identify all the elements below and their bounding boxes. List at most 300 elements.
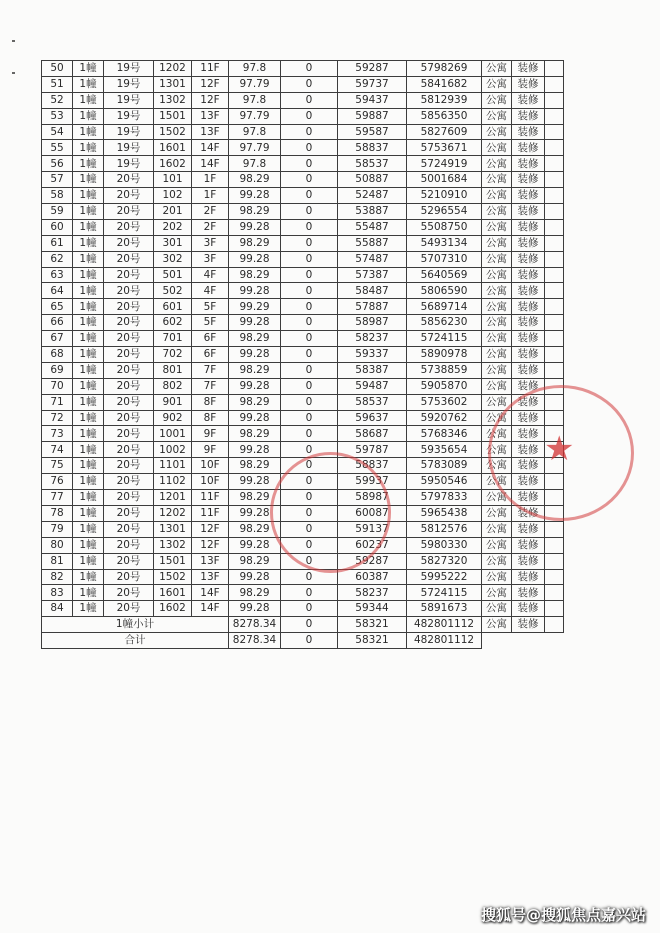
table-row (42, 331, 564, 347)
building-cell: 1幢 (73, 521, 104, 537)
zero-value-cell: 0 (281, 442, 338, 458)
table-row (42, 362, 564, 378)
table-row (42, 124, 564, 140)
floor-cell: 13F (192, 124, 229, 140)
table-row (42, 283, 564, 299)
table-row (42, 553, 564, 569)
table-row (42, 76, 564, 92)
blank-cell (545, 553, 564, 569)
unit-cell: 19号 (104, 108, 154, 124)
floor-cell: 11F (192, 61, 229, 77)
building-cell: 1幢 (73, 76, 104, 92)
decoration-cell: 装修 (512, 267, 545, 283)
total-price-cell: 5724115 (407, 585, 482, 601)
room-cell: 502 (154, 283, 192, 299)
zero-value-cell: 0 (281, 108, 338, 124)
area-cell: 97.8 (229, 156, 281, 172)
floor-cell: 2F (192, 204, 229, 220)
totals-body (42, 617, 564, 649)
row-number-cell: 84 (42, 601, 73, 617)
unit-price-cell: 58387 (338, 362, 407, 378)
unit-cell: 19号 (104, 156, 154, 172)
decoration-cell: 装修 (512, 585, 545, 601)
building-cell: 1幢 (73, 601, 104, 617)
total-price-cell: 5724115 (407, 331, 482, 347)
usage-type-cell: 公寓 (482, 362, 512, 378)
usage-type-cell: 公寓 (482, 204, 512, 220)
zero-value-cell: 0 (281, 124, 338, 140)
row-number-cell: 58 (42, 188, 73, 204)
unit-price-cell: 57387 (338, 267, 407, 283)
building-cell: 1幢 (73, 347, 104, 363)
floor-cell: 1F (192, 172, 229, 188)
table-row (42, 172, 564, 188)
decoration-cell: 装修 (512, 315, 545, 331)
zero-value-cell: 0 (281, 235, 338, 251)
area-cell: 99.28 (229, 315, 281, 331)
floor-cell: 9F (192, 426, 229, 442)
total-price-cell: 5920762 (407, 410, 482, 426)
row-number-cell: 71 (42, 394, 73, 410)
blank-cell (545, 585, 564, 601)
unit-price-cell: 58487 (338, 283, 407, 299)
zero-value-cell: 0 (281, 474, 338, 490)
unit-cell: 20号 (104, 172, 154, 188)
table-row (42, 347, 564, 363)
unit-cell: 20号 (104, 219, 154, 235)
unit-price-cell: 59487 (338, 378, 407, 394)
decoration-cell: 装修 (512, 251, 545, 267)
area-cell: 97.79 (229, 108, 281, 124)
decoration-cell: 装修 (512, 410, 545, 426)
total-price-cell: 5856350 (407, 108, 482, 124)
blank-cell (545, 537, 564, 553)
unit-cell: 20号 (104, 299, 154, 315)
usage-type-cell: 公寓 (482, 283, 512, 299)
table-row (42, 601, 564, 617)
building-cell: 1幢 (73, 442, 104, 458)
room-cell: 801 (154, 362, 192, 378)
decoration-cell: 装修 (512, 505, 545, 521)
room-cell: 1501 (154, 108, 192, 124)
usage-type-cell: 公寓 (482, 490, 512, 506)
decoration-cell: 装修 (512, 378, 545, 394)
total-price-cell: 5980330 (407, 537, 482, 553)
decoration-cell: 装修 (512, 219, 545, 235)
row-number-cell: 61 (42, 235, 73, 251)
floor-cell: 2F (192, 219, 229, 235)
area-cell: 99.28 (229, 347, 281, 363)
area-cell: 98.29 (229, 172, 281, 188)
unit-cell: 20号 (104, 553, 154, 569)
zero-value-cell: 0 (281, 505, 338, 521)
blank-cell (545, 362, 564, 378)
unit-price-cell: 59787 (338, 442, 407, 458)
area-cell: 98.29 (229, 362, 281, 378)
floor-cell: 1F (192, 188, 229, 204)
room-cell: 1101 (154, 458, 192, 474)
decoration-cell: 装修 (512, 474, 545, 490)
floor-cell: 5F (192, 315, 229, 331)
decoration-cell: 装修 (512, 569, 545, 585)
building-cell: 1幢 (73, 362, 104, 378)
row-number-cell: 53 (42, 108, 73, 124)
total-price-cell: 5783089 (407, 458, 482, 474)
building-cell: 1幢 (73, 140, 104, 156)
total-price-cell: 5797833 (407, 490, 482, 506)
subtotal-decor: 装修 (512, 617, 545, 633)
blank-cell (545, 188, 564, 204)
blank-cell (545, 331, 564, 347)
unit-price-cell: 59137 (338, 521, 407, 537)
decoration-cell: 装修 (512, 204, 545, 220)
floor-cell: 14F (192, 140, 229, 156)
room-cell: 1602 (154, 156, 192, 172)
usage-type-cell: 公寓 (482, 394, 512, 410)
floor-cell: 6F (192, 347, 229, 363)
floor-cell: 4F (192, 267, 229, 283)
unit-cell: 20号 (104, 474, 154, 490)
floor-cell: 7F (192, 378, 229, 394)
total-price-cell: 5812939 (407, 92, 482, 108)
unit-cell: 19号 (104, 61, 154, 77)
building-cell: 1幢 (73, 172, 104, 188)
room-cell: 201 (154, 204, 192, 220)
floor-cell: 12F (192, 76, 229, 92)
decoration-cell: 装修 (512, 553, 545, 569)
unit-cell: 20号 (104, 394, 154, 410)
table-row (42, 140, 564, 156)
usage-type-cell: 公寓 (482, 251, 512, 267)
total-price-cell: 5296554 (407, 204, 482, 220)
area-cell: 98.29 (229, 394, 281, 410)
row-number-cell: 75 (42, 458, 73, 474)
unit-cell: 20号 (104, 267, 154, 283)
grand-total-area: 8278.34 (229, 633, 281, 649)
usage-type-cell: 公寓 (482, 426, 512, 442)
area-cell: 98.29 (229, 521, 281, 537)
building-cell: 1幢 (73, 553, 104, 569)
table-row (42, 585, 564, 601)
blank-cell (545, 347, 564, 363)
usage-type-cell: 公寓 (482, 553, 512, 569)
unit-price-cell: 50887 (338, 172, 407, 188)
scan-speck (12, 72, 15, 74)
total-price-cell: 5950546 (407, 474, 482, 490)
area-cell: 99.28 (229, 601, 281, 617)
zero-value-cell: 0 (281, 140, 338, 156)
table-row (42, 315, 564, 331)
total-price-cell: 5640569 (407, 267, 482, 283)
room-cell: 901 (154, 394, 192, 410)
area-cell: 99.28 (229, 569, 281, 585)
area-cell: 99.28 (229, 378, 281, 394)
building-cell: 1幢 (73, 204, 104, 220)
area-cell: 99.28 (229, 283, 281, 299)
grand-total-total: 482801112 (407, 633, 482, 649)
watermark-text: 搜狐号@搜狐焦点嘉兴站 (480, 906, 646, 924)
unit-cell: 20号 (104, 315, 154, 331)
area-cell: 98.29 (229, 331, 281, 347)
zero-value-cell: 0 (281, 394, 338, 410)
table-row (42, 490, 564, 506)
area-cell: 99.28 (229, 188, 281, 204)
building-cell: 1幢 (73, 124, 104, 140)
price-list-body (42, 61, 564, 617)
unit-price-cell: 55487 (338, 219, 407, 235)
unit-price-cell: 59937 (338, 474, 407, 490)
total-price-cell: 5210910 (407, 188, 482, 204)
unit-price-cell: 58837 (338, 140, 407, 156)
total-price-cell: 5995222 (407, 569, 482, 585)
blank-cell (545, 283, 564, 299)
total-price-cell: 5827320 (407, 553, 482, 569)
blank-cell (545, 521, 564, 537)
row-number-cell: 73 (42, 426, 73, 442)
room-cell: 1202 (154, 505, 192, 521)
floor-cell: 14F (192, 601, 229, 617)
unit-price-cell: 59737 (338, 76, 407, 92)
decoration-cell: 装修 (512, 92, 545, 108)
total-price-cell: 5965438 (407, 505, 482, 521)
total-price-cell: 5001684 (407, 172, 482, 188)
blank-cell (545, 251, 564, 267)
area-cell: 98.29 (229, 267, 281, 283)
blank-cell (545, 61, 564, 77)
total-price-cell: 5841682 (407, 76, 482, 92)
table-row (42, 299, 564, 315)
table-row (42, 156, 564, 172)
decoration-cell: 装修 (512, 331, 545, 347)
room-cell: 1501 (154, 553, 192, 569)
floor-cell: 5F (192, 299, 229, 315)
room-cell: 802 (154, 378, 192, 394)
room-cell: 1502 (154, 124, 192, 140)
zero-value-cell: 0 (281, 362, 338, 378)
row-number-cell: 57 (42, 172, 73, 188)
unit-cell: 20号 (104, 537, 154, 553)
area-cell: 98.29 (229, 235, 281, 251)
row-number-cell: 67 (42, 331, 73, 347)
building-cell: 1幢 (73, 267, 104, 283)
zero-value-cell: 0 (281, 426, 338, 442)
blank-cell (545, 172, 564, 188)
zero-value-cell: 0 (281, 204, 338, 220)
total-price-cell: 5856230 (407, 315, 482, 331)
decoration-cell: 装修 (512, 426, 545, 442)
unit-price-cell: 60237 (338, 537, 407, 553)
area-cell: 98.29 (229, 553, 281, 569)
zero-value-cell: 0 (281, 92, 338, 108)
zero-value-cell: 0 (281, 299, 338, 315)
floor-cell: 8F (192, 394, 229, 410)
decoration-cell: 装修 (512, 299, 545, 315)
row-number-cell: 56 (42, 156, 73, 172)
room-cell: 1001 (154, 426, 192, 442)
zero-value-cell: 0 (281, 553, 338, 569)
blank-cell (545, 108, 564, 124)
unit-cell: 20号 (104, 601, 154, 617)
total-price-cell: 5905870 (407, 378, 482, 394)
area-cell: 97.79 (229, 140, 281, 156)
row-number-cell: 51 (42, 76, 73, 92)
area-cell: 99.28 (229, 474, 281, 490)
area-cell: 98.29 (229, 490, 281, 506)
unit-price-cell: 59287 (338, 61, 407, 77)
building-cell: 1幢 (73, 426, 104, 442)
floor-cell: 9F (192, 442, 229, 458)
area-cell: 99.28 (229, 537, 281, 553)
zero-value-cell: 0 (281, 585, 338, 601)
grand-total-row (42, 633, 564, 649)
decoration-cell: 装修 (512, 235, 545, 251)
building-cell: 1幢 (73, 490, 104, 506)
row-number-cell: 69 (42, 362, 73, 378)
floor-cell: 10F (192, 474, 229, 490)
unit-price-cell: 59344 (338, 601, 407, 617)
usage-type-cell: 公寓 (482, 601, 512, 617)
usage-type-cell: 公寓 (482, 474, 512, 490)
usage-type-cell: 公寓 (482, 188, 512, 204)
floor-cell: 3F (192, 251, 229, 267)
total-price-cell: 5724919 (407, 156, 482, 172)
unit-cell: 20号 (104, 204, 154, 220)
unit-price-cell: 58987 (338, 315, 407, 331)
blank-cell (545, 394, 564, 410)
area-cell: 97.8 (229, 61, 281, 77)
total-price-cell: 5768346 (407, 426, 482, 442)
unit-price-cell: 58837 (338, 458, 407, 474)
building-cell: 1幢 (73, 61, 104, 77)
table-row (42, 474, 564, 490)
unit-price-cell: 55887 (338, 235, 407, 251)
area-cell: 97.8 (229, 124, 281, 140)
unit-price-cell: 58237 (338, 331, 407, 347)
row-number-cell: 72 (42, 410, 73, 426)
building-cell: 1幢 (73, 331, 104, 347)
decoration-cell: 装修 (512, 442, 545, 458)
unit-cell: 20号 (104, 331, 154, 347)
room-cell: 602 (154, 315, 192, 331)
room-cell: 702 (154, 347, 192, 363)
blank-cell (545, 505, 564, 521)
table-row (42, 188, 564, 204)
blank-cell (545, 124, 564, 140)
blank-cell (545, 410, 564, 426)
table-row (42, 204, 564, 220)
total-price-cell: 5798269 (407, 61, 482, 77)
subtotal-row (42, 617, 564, 633)
usage-type-cell: 公寓 (482, 76, 512, 92)
floor-cell: 6F (192, 331, 229, 347)
table-row (42, 410, 564, 426)
row-number-cell: 66 (42, 315, 73, 331)
unit-cell: 19号 (104, 92, 154, 108)
room-cell: 1502 (154, 569, 192, 585)
decoration-cell: 装修 (512, 458, 545, 474)
unit-cell: 20号 (104, 188, 154, 204)
room-cell: 101 (154, 172, 192, 188)
unit-price-cell: 58537 (338, 156, 407, 172)
unit-price-cell: 57487 (338, 251, 407, 267)
zero-value-cell: 0 (281, 410, 338, 426)
floor-cell: 8F (192, 410, 229, 426)
subtotal-label: 1幢小计 (42, 617, 229, 633)
unit-price-cell: 59887 (338, 108, 407, 124)
total-price-cell: 5493134 (407, 235, 482, 251)
subtotal-type: 公寓 (482, 617, 512, 633)
table-row (42, 267, 564, 283)
blank-cell (545, 219, 564, 235)
row-number-cell: 80 (42, 537, 73, 553)
usage-type-cell: 公寓 (482, 569, 512, 585)
building-cell: 1幢 (73, 569, 104, 585)
row-number-cell: 70 (42, 378, 73, 394)
area-cell: 99.28 (229, 219, 281, 235)
grand-total-avg-price: 58321 (338, 633, 407, 649)
area-cell: 99.28 (229, 505, 281, 521)
row-number-cell: 63 (42, 267, 73, 283)
usage-type-cell: 公寓 (482, 140, 512, 156)
table-row (42, 537, 564, 553)
blank-cell (545, 235, 564, 251)
usage-type-cell: 公寓 (482, 410, 512, 426)
unit-price-cell: 52487 (338, 188, 407, 204)
decoration-cell: 装修 (512, 347, 545, 363)
zero-value-cell: 0 (281, 315, 338, 331)
table-row (42, 458, 564, 474)
row-number-cell: 74 (42, 442, 73, 458)
row-number-cell: 76 (42, 474, 73, 490)
usage-type-cell: 公寓 (482, 331, 512, 347)
usage-type-cell: 公寓 (482, 219, 512, 235)
row-number-cell: 64 (42, 283, 73, 299)
decoration-cell: 装修 (512, 601, 545, 617)
floor-cell: 10F (192, 458, 229, 474)
total-price-cell: 5935654 (407, 442, 482, 458)
row-number-cell: 68 (42, 347, 73, 363)
row-number-cell: 82 (42, 569, 73, 585)
room-cell: 1302 (154, 537, 192, 553)
unit-price-cell: 59287 (338, 553, 407, 569)
zero-value-cell: 0 (281, 251, 338, 267)
zero-value-cell: 0 (281, 378, 338, 394)
floor-cell: 14F (192, 156, 229, 172)
usage-type-cell: 公寓 (482, 442, 512, 458)
row-number-cell: 78 (42, 505, 73, 521)
blank-cell (545, 92, 564, 108)
table-row (42, 108, 564, 124)
decoration-cell: 装修 (512, 362, 545, 378)
blank-cell (545, 426, 564, 442)
unit-cell: 20号 (104, 362, 154, 378)
unit-cell: 19号 (104, 76, 154, 92)
blank-cell (545, 458, 564, 474)
area-cell: 97.8 (229, 92, 281, 108)
floor-cell: 13F (192, 108, 229, 124)
row-number-cell: 52 (42, 92, 73, 108)
zero-value-cell: 0 (281, 521, 338, 537)
floor-cell: 4F (192, 283, 229, 299)
unit-price-cell: 60087 (338, 505, 407, 521)
unit-cell: 20号 (104, 426, 154, 442)
area-cell: 99.28 (229, 410, 281, 426)
building-cell: 1幢 (73, 315, 104, 331)
subtotal-area: 8278.34 (229, 617, 281, 633)
table-row (42, 92, 564, 108)
total-price-cell: 5689714 (407, 299, 482, 315)
table-row (42, 505, 564, 521)
